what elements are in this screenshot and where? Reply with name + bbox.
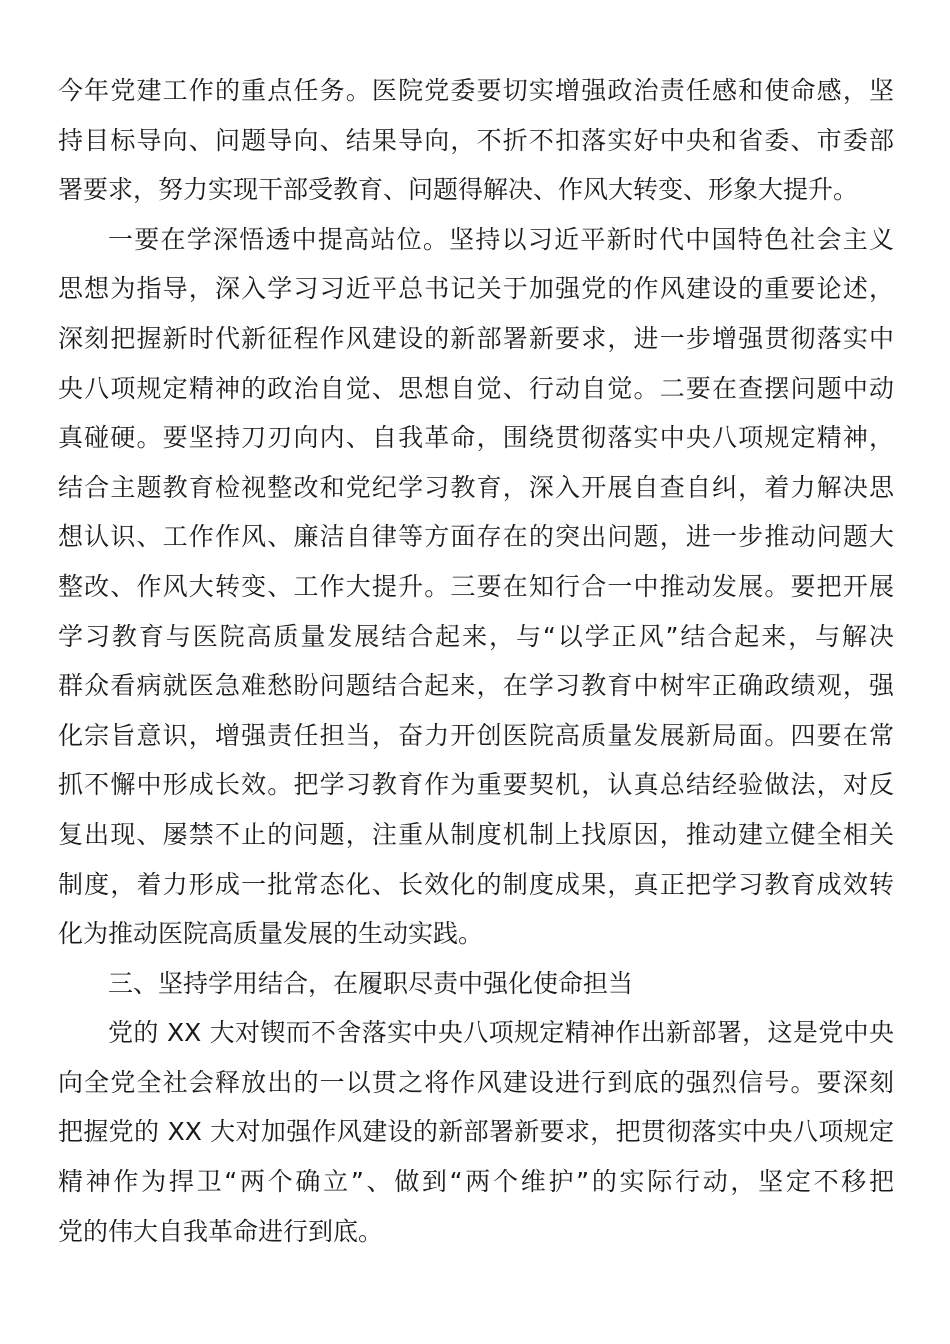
text-line: 向全党全社会释放出的一以贯之将作风建设进行到底的强烈信号。要深刻 xyxy=(58,1067,894,1097)
text-line: 抓不懈中形成长效。把学习教育作为重要契机，认真总结经验做法，对反 xyxy=(58,770,894,800)
paragraph-start-line: 党的 XX 大对锲而不舍落实中央八项规定精神作出新部署，这是党中央 xyxy=(108,1018,894,1048)
text-line: 央八项规定精神的政治自觉、思想自觉、行动自觉。二要在查摆问题中动 xyxy=(58,373,894,403)
text-line: 学习教育与医院高质量发展结合起来，与“以学正风”结合起来，与解决 xyxy=(58,621,894,651)
document-body xyxy=(58,66,894,1256)
text-line: 今年党建工作的重点任务。医院党委要切实增强政治责任感和使命感，坚 xyxy=(58,76,894,105)
text-line: 思想为指导，深入学习习近平总书记关于加强党的作风建设的重要论述， xyxy=(58,274,894,304)
text-line: 持目标导向、问题导向、结果导向，不折不扣落实好中央和省委、市委部 xyxy=(58,125,894,155)
text-line: 化为推动医院高质量发展的生动实践。 xyxy=(58,919,484,949)
text-line: 制度，着力形成一批常态化、长效化的制度成果，真正把学习教育成效转 xyxy=(58,869,894,899)
text-line: 署要求，努力实现干部受教育、问题得解决、作风大转变、形象大提升。 xyxy=(58,175,859,205)
text-line: 深刻把握新时代新征程作风建设的新部署新要求，进一步增强贯彻落实中 xyxy=(58,323,894,353)
text-line: 精神作为捍卫“两个确立”、做到“两个维护”的实际行动，坚定不移把 xyxy=(58,1167,894,1197)
text-line: 复出现、屡禁不止的问题，注重从制度机制上找原因，推动建立健全相关 xyxy=(58,819,894,849)
text-line: 群众看病就医急难愁盼问题结合起来，在学习教育中树牢正确政绩观，强 xyxy=(58,671,894,701)
text-line: 想认识、工作作风、廉洁自律等方面存在的突出问题，进一步推动问题大 xyxy=(58,522,894,552)
text-line: 结合主题教育检视整改和党纪学习教育，深入开展自查自纠，着力解决思 xyxy=(58,472,894,502)
section-heading: 三、坚持学用结合，在履职尽责中强化使命担当 xyxy=(108,968,634,998)
text-line: 党的伟大自我革命进行到底。 xyxy=(58,1216,384,1246)
paragraph-start-line: 一要在学深悟透中提高站位。坚持以习近平新时代中国特色社会主义 xyxy=(108,224,894,254)
text-line: 真碰硬。要坚持刀刃向内、自我革命，围绕贯彻落实中央八项规定精神， xyxy=(58,423,894,453)
text-line: 整改、作风大转变、工作大提升。三要在知行合一中推动发展。要把开展 xyxy=(58,571,894,601)
text-line: 把握党的 XX 大对加强作风建设的新部署新要求，把贯彻落实中央八项规定 xyxy=(58,1117,894,1147)
text-line: 化宗旨意识，增强责任担当，奋力开创医院高质量发展新局面。四要在常 xyxy=(58,720,894,750)
